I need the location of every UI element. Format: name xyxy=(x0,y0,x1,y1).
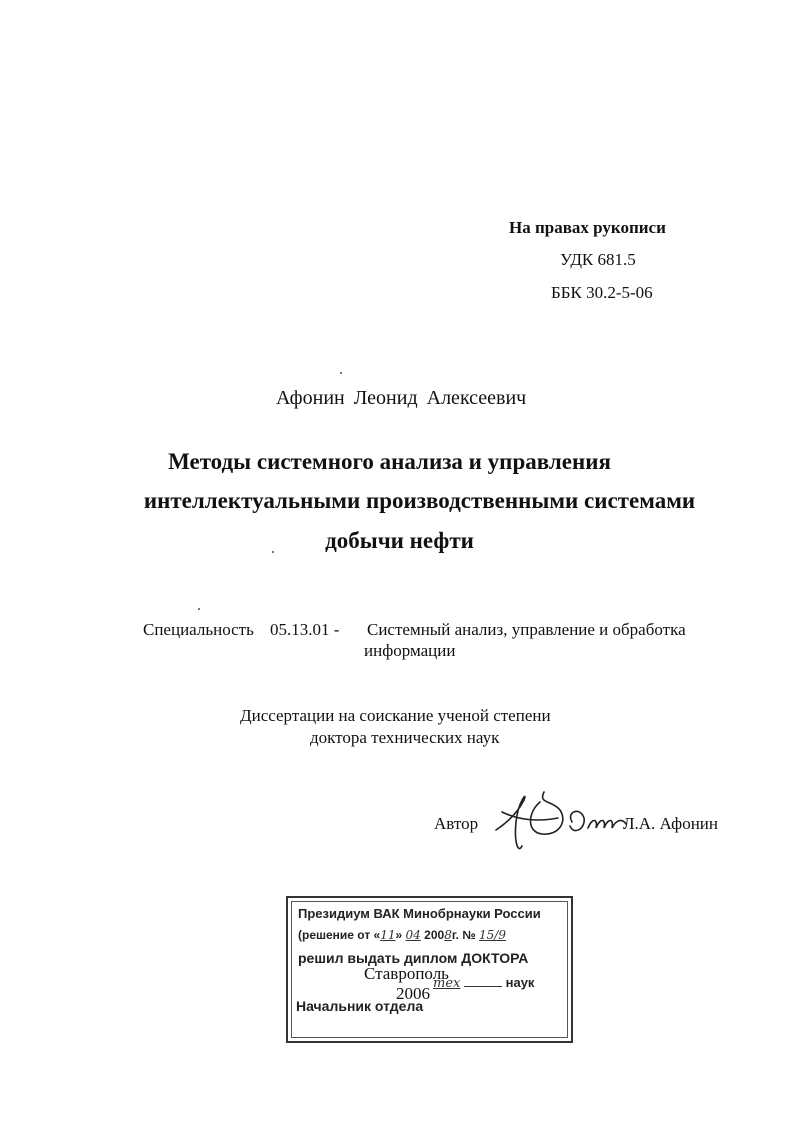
stamp-sciences-word: наук xyxy=(505,975,535,990)
stamp-line-1: Президиум ВАК Минобрнауки России xyxy=(298,906,541,921)
stamp-line-3: решил выдать диплом ДОКТОРА xyxy=(298,950,529,966)
stamp-day: 11 xyxy=(380,928,396,942)
udk-code: УДК 681.5 xyxy=(560,250,636,269)
specialty-code: 05.13.01 - xyxy=(270,620,340,639)
handwritten-signature xyxy=(488,782,628,862)
scan-speck xyxy=(340,372,342,374)
manuscript-rights-note: На правах рукописи xyxy=(509,218,666,237)
specialty-name-line-2: информации xyxy=(364,641,456,660)
stamp-quote-close: » xyxy=(395,928,403,942)
year: 2006 xyxy=(396,984,430,1003)
stamp-decision-number: 15/9 xyxy=(479,928,506,942)
dissertation-line-1: Диссертации на соискание ученой степени xyxy=(240,706,551,725)
specialty-name-line-1: Системный анализ, управление и обработка xyxy=(367,620,686,639)
title-line-1: Методы системного анализа и управления xyxy=(168,449,611,474)
specialty-label: Специальность xyxy=(143,620,254,639)
stamp-blank-line xyxy=(464,986,502,987)
author-full-name: Афонин Леонид Алексеевич xyxy=(276,387,527,409)
bbk-code: ББК 30.2-5-06 xyxy=(551,283,653,302)
title-line-2: интеллектуальными производственными системами xyxy=(143,488,696,513)
stamp-line-5: Начальник отдела xyxy=(296,998,424,1014)
scan-speck xyxy=(198,608,200,610)
stamp-year-digit: 8 xyxy=(444,928,452,942)
stamp-field: тех xyxy=(433,976,461,991)
stamp-year-prefix: 200 xyxy=(424,928,445,942)
author-label: Автор xyxy=(434,814,479,833)
stamp-line-2 xyxy=(298,928,506,942)
author-signed-name: Л.А. Афонин xyxy=(623,814,718,833)
scan-speck xyxy=(272,551,274,553)
stamp-decision-prefix: (решение от « xyxy=(298,928,381,942)
stamp-number-label: г. № xyxy=(451,928,476,942)
dissertation-line-2: доктора технических наук xyxy=(310,728,500,747)
title-line-3: добычи нефти xyxy=(325,528,474,553)
stamp-month: 04 xyxy=(405,928,421,942)
city: Ставрополь xyxy=(364,964,449,983)
